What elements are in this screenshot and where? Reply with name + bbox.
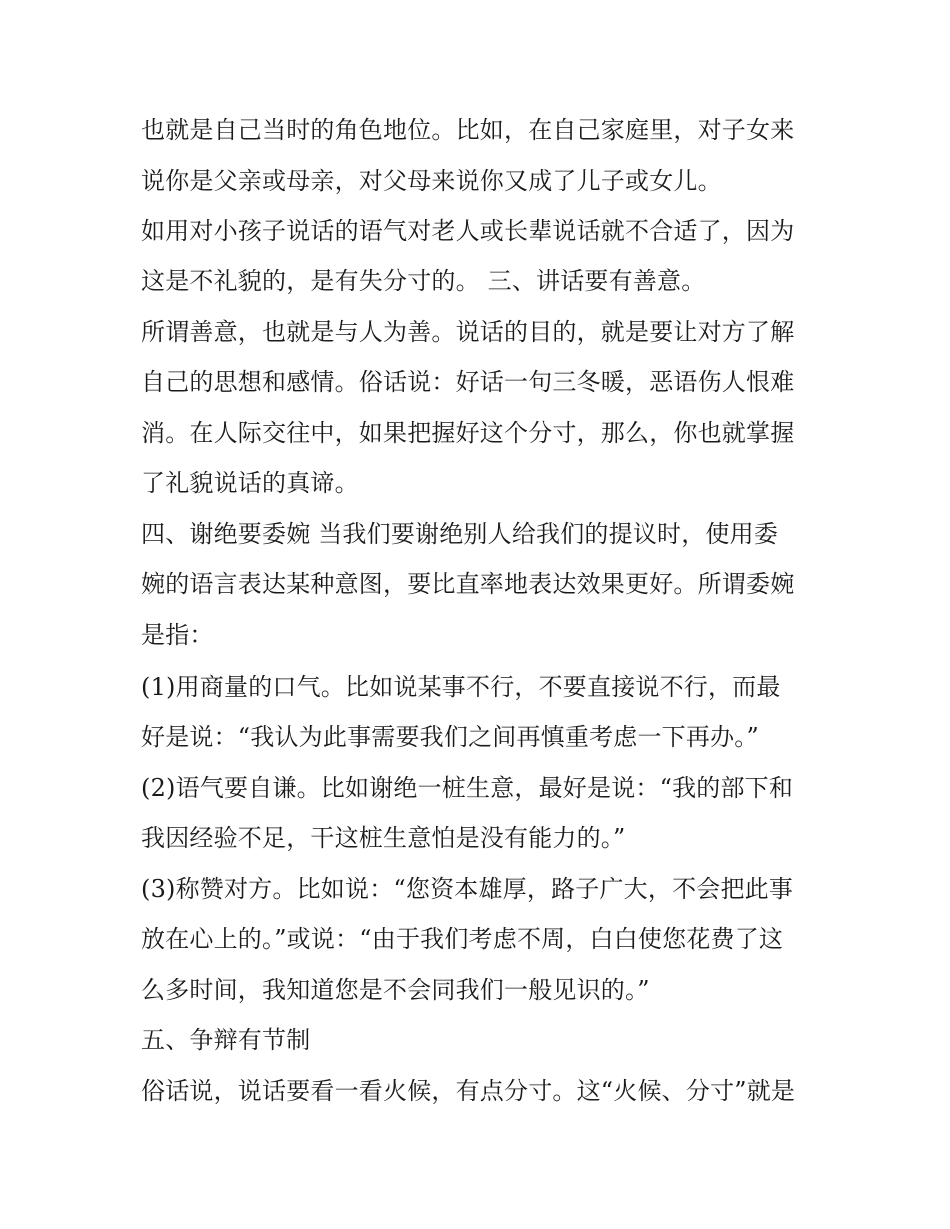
text-line: 俗话说，说话要看一看火候，有点分寸。这“火候、分寸”就是 — [141, 1077, 796, 1105]
text-line: 么多时间，我知道您是不会同我们一般见识的。” — [141, 976, 650, 1004]
text-line: (3)称赞对方。比如说：“您资本雄厚，路子广大，不会把此事 — [141, 875, 794, 903]
text-line: 婉的语言表达某种意图，要比直率地表达效果更好。所谓委婉 — [141, 570, 795, 598]
text-line: 如用对小孩子说话的语气对老人或长辈说话就不合适了，因为 — [141, 217, 795, 245]
text-line: 四、谢绝要委婉 当我们要谢绝别人给我们的提议时，使用委 — [141, 520, 779, 548]
text-line: (2)语气要自谦。比如谢绝一桩生意，最好是说：“我的部下和 — [141, 774, 794, 802]
text-line: 了礼貌说话的真谛。 — [141, 469, 359, 497]
text-line: 所谓善意，也就是与人为善。说话的目的，就是要让对方了解 — [141, 318, 795, 346]
text-line: 自己的思想和感情。俗话说：好话一句三冬暖，恶语伤人恨难 — [141, 368, 795, 396]
text-line: 消。在人际交往中，如果把握好这个分寸，那么，你也就掌握 — [141, 419, 795, 447]
text-line: 这是不礼貌的，是有失分寸的。 三、讲话要有善意。 — [141, 267, 706, 295]
text-line: 我因经验不足，干这桩生意怕是没有能力的。” — [141, 824, 626, 852]
text-line: 说你是父亲或母亲，对父母来说你又成了儿子或女儿。 — [141, 167, 722, 195]
text-line: 是指： — [141, 621, 214, 649]
text-line: 也就是自己当时的角色地位。比如，在自己家庭里，对子女来 — [141, 116, 795, 144]
text-line: 五、争辩有节制 — [141, 1026, 311, 1054]
text-line: 好是说：“我认为此事需要我们之间再慎重考虑一下再办。” — [141, 723, 759, 751]
text-line: 放在心上的。”或说：“由于我们考虑不周，白白使您花费了这 — [141, 925, 784, 953]
text-line: (1)用商量的口气。比如说某事不行，不要直接说不行，而最 — [141, 673, 781, 701]
